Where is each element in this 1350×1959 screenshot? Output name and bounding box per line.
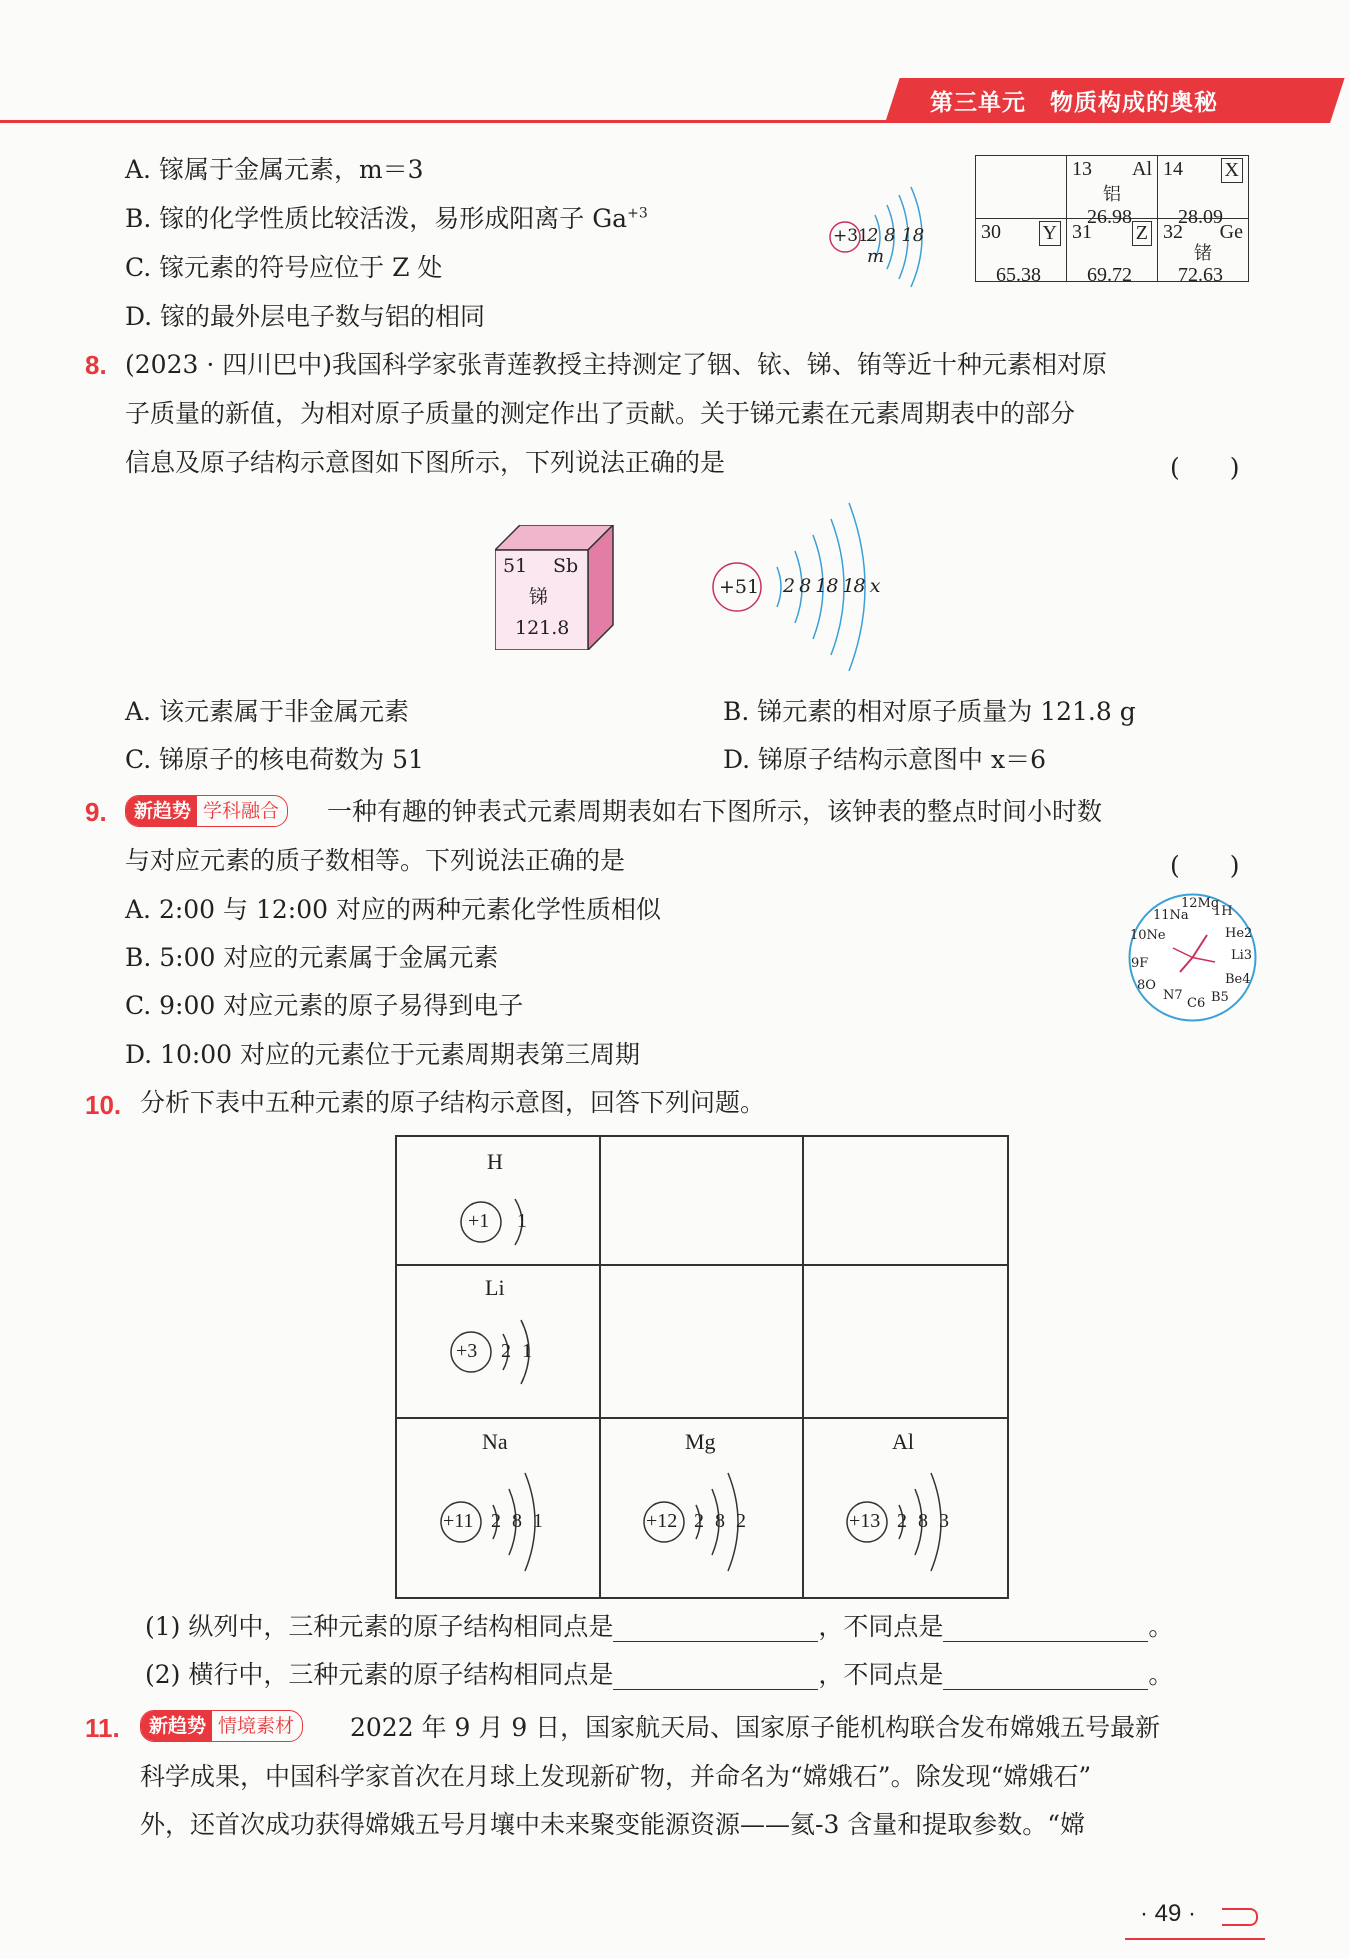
q7-option-c: C. 镓元素的符号应位于 Z 处: [125, 253, 443, 282]
cell-al: 13 Al 铝 26.98: [1067, 156, 1158, 219]
clock-label-6: C6: [1187, 996, 1206, 1011]
atom-structure-table: [395, 1135, 1009, 1599]
q8-option-a: A. 该元素属于非金属元素: [125, 697, 409, 726]
q10-sub2-blank1[interactable]: [613, 1665, 818, 1690]
q11-line-3: 外，还首次成功获得嫦娥五号月壤中未来聚变能源资源——氦-3 含量和提取参数。“嫦: [140, 1810, 1086, 1839]
q11-number: 11.: [85, 1713, 120, 1743]
q9-stem-line-1: 一种有趣的钟表式元素周期表如右下图所示，该钟表的整点时间小时数: [327, 797, 1103, 826]
q9-answer-paren: ( ): [1170, 851, 1240, 880]
q10-sub1: (1) 纵列中，三种元素的原子结构相同点是 ，不同点是 。: [145, 1612, 1174, 1641]
cell-ge: 32 Ge 锗 72.63: [1158, 219, 1249, 282]
q8-option-d: D. 锑原子结构示意图中 x＝6: [723, 745, 1046, 774]
footer-rule: [1125, 1938, 1265, 1940]
q7-shells: 2 8 18 m: [867, 225, 925, 267]
q11-line-2: 科学成果，中国科学家首次在月球上发现新矿物，并命名为“嫦娥石”。除发现“嫦娥石”: [140, 1762, 1092, 1791]
clock-label-3: Li3: [1231, 948, 1253, 963]
q10-sub1-blank2[interactable]: [943, 1617, 1148, 1642]
li-atom-diagram: +3 2 1: [447, 1312, 547, 1392]
q10-sub1-blank1[interactable]: [613, 1617, 818, 1642]
q7-option-d: D. 镓的最外层电子数与铝的相同: [125, 302, 486, 331]
al-symbol: Al: [892, 1429, 914, 1454]
q7-nucleus: +31: [833, 226, 869, 246]
q7-option-a: A. 镓属于金属元素，m＝3: [125, 155, 424, 184]
clock-label-2: He2: [1225, 926, 1253, 941]
li-symbol: Li: [485, 1275, 505, 1300]
mg-symbol: Mg: [685, 1429, 716, 1454]
mg-atom-diagram: +12 2 8 2: [640, 1467, 760, 1577]
q8-stem-line-2: 子质量的新值，为相对原子质量的测定作出了贡献。关于锑元素在元素周期表中的部分: [125, 399, 1076, 428]
q10-number: 10.: [85, 1090, 122, 1120]
na-atom-diagram: +11 2 8 1: [437, 1467, 557, 1577]
clock-label-1: 1H: [1213, 904, 1233, 919]
clock-label-10: 10Ne: [1130, 928, 1166, 943]
q10-sub2: (2) 横行中，三种元素的原子结构相同点是 ，不同点是 。: [145, 1660, 1174, 1689]
clock-label-4: Be4: [1225, 972, 1251, 987]
q11-line-1: 2022 年 9 月 9 日，国家航天局、国家原子能机构联合发布嫦娥五号最新: [350, 1713, 1161, 1742]
unit-title: 第三单元 物质构成的奥秘: [930, 90, 1218, 116]
clock-label-11: 11Na: [1153, 908, 1189, 923]
clock-label-9: 9F: [1131, 956, 1149, 971]
cell-x: 14 X 28.09: [1158, 156, 1249, 219]
h-atom-diagram: +1 1: [457, 1187, 537, 1257]
q8-option-b: B. 锑元素的相对原子质量为 121.8 g: [723, 697, 1136, 726]
q8-answer-paren: ( ): [1170, 453, 1240, 482]
q9-option-c: C. 9:00 对应元素的原子易得到电子: [125, 991, 524, 1020]
q10-sub2-blank2[interactable]: [943, 1665, 1148, 1690]
q9-option-d: D. 10:00 对应的元素位于元素周期表第三周期: [125, 1040, 641, 1069]
q9-stem-line-2: 与对应元素的质子数相等。下列说法正确的是: [125, 846, 626, 875]
sb-element-card: 51 Sb 锑 121.8: [495, 525, 620, 650]
q8-option-c: C. 锑原子的核电荷数为 51: [125, 745, 424, 774]
page-number: · 49 ·: [1140, 1900, 1197, 1927]
q8-stem-line-3: 信息及原子结构示意图如下图所示，下列说法正确的是: [125, 448, 726, 477]
clock-label-8: 8O: [1137, 978, 1156, 993]
q9-badge: 新趋势 学科融合: [125, 795, 288, 827]
na-symbol: Na: [482, 1429, 508, 1454]
clock-label-7: N7: [1163, 988, 1183, 1003]
q10-stem: 分析下表中五种元素的原子结构示意图，回答下列问题。: [140, 1088, 766, 1117]
q11-badge: 新趋势 情境素材: [140, 1710, 303, 1742]
h-symbol: H: [487, 1149, 503, 1174]
q7-periodic-table: [975, 155, 1249, 286]
al-atom-diagram: +13 2 8 3: [843, 1467, 963, 1577]
q8-number: 8.: [85, 350, 107, 380]
element-clock: [1125, 890, 1260, 1025]
q9-option-a: A. 2:00 与 12:00 对应的两种元素化学性质相似: [125, 895, 661, 924]
cell-y: 30 Y 65.38: [976, 219, 1067, 282]
q8-stem-line-1: (2023 · 四川巴中)我国科学家张青莲教授主持测定了铟、铱、锑、铕等近十种元素相对原: [125, 350, 1107, 379]
q7-option-b: B. 镓的化学性质比较活泼，易形成阳离子 $Ga^{+3}$: [125, 204, 648, 233]
q9-number: 9.: [85, 797, 107, 827]
clock-label-12: 12Mg: [1181, 896, 1220, 911]
q9-option-b: B. 5:00 对应的元素属于金属元素: [125, 943, 499, 972]
clock-label-5: B5: [1211, 990, 1229, 1005]
sb-atom-diagram: +51 2 8 18 18 x: [705, 495, 905, 680]
cell-z: 31 Z 69.72: [1067, 219, 1158, 282]
q7-atom-diagram: [825, 185, 945, 295]
footer-ornament: [1222, 1908, 1258, 1926]
